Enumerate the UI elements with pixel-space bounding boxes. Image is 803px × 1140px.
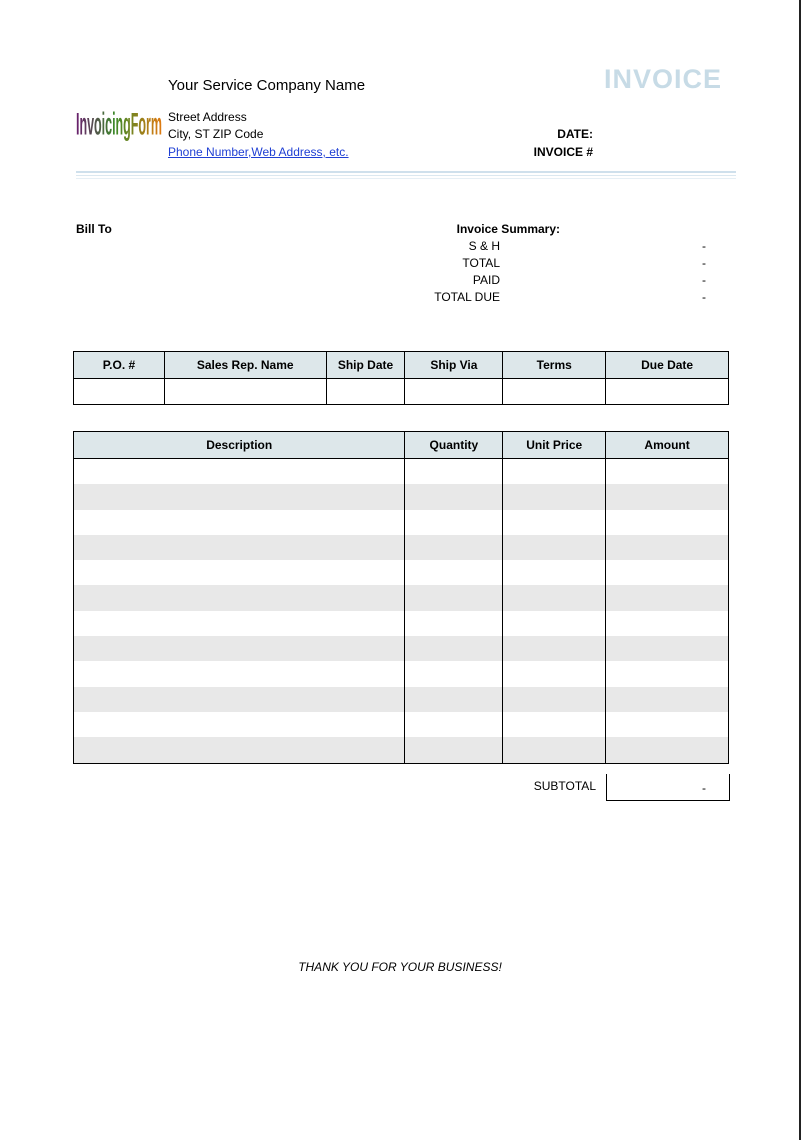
amount-cell[interactable]: [606, 484, 729, 509]
amount-cell[interactable]: [606, 687, 729, 712]
summary-total-due-value: -: [702, 290, 706, 304]
po-number-cell[interactable]: [74, 379, 165, 405]
table-row: [74, 484, 729, 509]
description-cell[interactable]: [74, 535, 405, 560]
table-row: [74, 585, 729, 610]
due-date-cell[interactable]: [606, 379, 729, 405]
unit-price-cell[interactable]: [503, 636, 606, 661]
description-cell[interactable]: [74, 737, 405, 763]
quantity-cell[interactable]: [405, 459, 503, 485]
unit-price-cell[interactable]: [503, 560, 606, 585]
description-cell[interactable]: [74, 484, 405, 509]
city-state-zip: City, ST ZIP Code: [168, 127, 264, 141]
quantity-cell[interactable]: [405, 585, 503, 610]
subtotal-value: -: [702, 781, 706, 795]
table-row: [74, 560, 729, 585]
order-info-table: [73, 351, 729, 405]
invoice-number-label: INVOICE #: [533, 145, 593, 159]
summary-total-due-label: TOTAL DUE: [434, 290, 500, 304]
description-cell[interactable]: [74, 459, 405, 485]
amount-header: Amount: [606, 432, 729, 459]
unit-price-cell[interactable]: [503, 585, 606, 610]
ship-date-cell[interactable]: [326, 379, 405, 405]
summary-total-label: TOTAL: [462, 256, 500, 270]
description-cell[interactable]: [74, 611, 405, 636]
svg-text:InvoicingForm: InvoicingForm: [76, 105, 162, 142]
company-name: Your Service Company Name: [168, 77, 366, 94]
amount-cell[interactable]: [606, 535, 729, 560]
header-divider-3: [76, 178, 736, 179]
description-cell[interactable]: [74, 661, 405, 686]
ship-via-header: Ship Via: [405, 352, 503, 379]
table-row: [74, 459, 729, 485]
quantity-cell[interactable]: [405, 636, 503, 661]
invoice-title: INVOICE: [603, 64, 722, 94]
header-divider-2: [76, 175, 736, 176]
summary-total-value: -: [702, 256, 706, 270]
unit-price-cell[interactable]: [503, 661, 606, 686]
unit-price-header: Unit Price: [503, 432, 606, 459]
table-row: [74, 687, 729, 712]
ship-via-cell[interactable]: [405, 379, 503, 405]
line-items-table: [73, 431, 729, 764]
table-row: [74, 535, 729, 560]
company-logo: [76, 102, 164, 150]
amount-cell[interactable]: [606, 611, 729, 636]
quantity-cell[interactable]: [405, 535, 503, 560]
amount-cell[interactable]: [606, 636, 729, 661]
summary-paid-value: -: [702, 273, 706, 287]
description-cell[interactable]: [74, 510, 405, 535]
description-cell[interactable]: [74, 712, 405, 737]
bill-to-label: Bill To: [76, 222, 112, 236]
description-cell[interactable]: [74, 687, 405, 712]
quantity-cell[interactable]: [405, 611, 503, 636]
unit-price-cell[interactable]: [503, 510, 606, 535]
amount-cell[interactable]: [606, 712, 729, 737]
unit-price-cell[interactable]: [503, 611, 606, 636]
quantity-cell[interactable]: [405, 661, 503, 686]
table-row: [74, 737, 729, 763]
quantity-cell[interactable]: [405, 712, 503, 737]
table-row: [74, 636, 729, 661]
po-number-header: P.O. #: [74, 352, 165, 379]
description-cell[interactable]: [74, 585, 405, 610]
terms-header: Terms: [503, 352, 606, 379]
subtotal-label: SUBTOTAL: [533, 779, 596, 793]
amount-cell[interactable]: [606, 459, 729, 485]
sales-rep-header: Sales Rep. Name: [164, 352, 326, 379]
amount-cell[interactable]: [606, 510, 729, 535]
summary-sh-value: -: [702, 239, 706, 253]
amount-cell[interactable]: [606, 737, 729, 763]
quantity-cell[interactable]: [405, 510, 503, 535]
summary-sh-label: S & H: [468, 239, 500, 253]
table-row: [74, 661, 729, 686]
thank-you-note: THANK YOU FOR YOUR BUSINESS!: [298, 960, 502, 974]
table-row: [74, 712, 729, 737]
quantity-cell[interactable]: [405, 687, 503, 712]
terms-cell[interactable]: [503, 379, 606, 405]
unit-price-cell[interactable]: [503, 687, 606, 712]
quantity-cell[interactable]: [405, 560, 503, 585]
quantity-header: Quantity: [405, 432, 503, 459]
description-cell[interactable]: [74, 636, 405, 661]
date-label: DATE:: [557, 127, 593, 141]
quantity-cell[interactable]: [405, 484, 503, 509]
summary-paid-label: PAID: [472, 273, 500, 287]
quantity-cell[interactable]: [405, 737, 503, 763]
description-cell[interactable]: [74, 560, 405, 585]
unit-price-cell[interactable]: [503, 535, 606, 560]
ship-date-header: Ship Date: [326, 352, 405, 379]
description-header: Description: [74, 432, 405, 459]
summary-title: Invoice Summary:: [456, 222, 560, 236]
due-date-header: Due Date: [606, 352, 729, 379]
unit-price-cell[interactable]: [503, 459, 606, 485]
unit-price-cell[interactable]: [503, 737, 606, 763]
street-address: Street Address: [168, 110, 247, 124]
unit-price-cell[interactable]: [503, 712, 606, 737]
header-divider: [76, 171, 736, 173]
amount-cell[interactable]: [606, 661, 729, 686]
amount-cell[interactable]: [606, 560, 729, 585]
table-row: [74, 611, 729, 636]
amount-cell[interactable]: [606, 585, 729, 610]
contact-link[interactable]: Phone Number,Web Address, etc.: [168, 145, 349, 159]
table-row: [74, 510, 729, 535]
sales-rep-cell[interactable]: [164, 379, 326, 405]
unit-price-cell[interactable]: [503, 484, 606, 509]
